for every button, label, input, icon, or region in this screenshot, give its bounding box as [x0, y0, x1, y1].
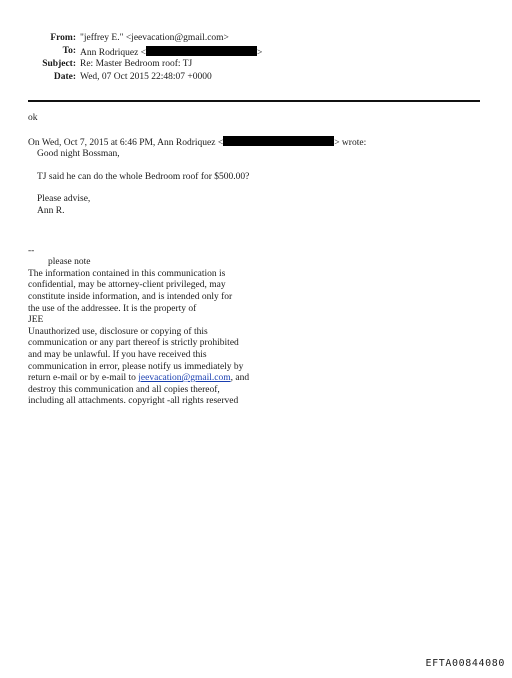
document-id: EFTA00844080: [425, 658, 505, 670]
disclaimer-line: communication or any part thereof is strictly prohibited: [28, 338, 239, 349]
email-body: [28, 113, 498, 408]
redaction-bar: [146, 46, 257, 56]
disclaimer-line: JEE: [28, 315, 44, 326]
quote-intro-prefix: On Wed, Oct 7, 2015 at 6:46 PM, Ann Rodriquez <: [28, 137, 224, 148]
header-divider: [28, 100, 480, 102]
quote-intro-suffix: > wrote:: [334, 137, 367, 148]
to-row: [0, 46, 512, 59]
disclaimer-title: please note: [48, 257, 91, 268]
reply-text: ok: [28, 113, 38, 123]
from-label: From:: [50, 33, 76, 43]
link-suffix: , and: [230, 373, 250, 384]
redaction-bar: [223, 136, 334, 146]
subject-value: Re: Master Bedroom roof: TJ: [80, 59, 193, 69]
disclaimer-line: The information contained in this communication is: [28, 268, 226, 279]
quote-signature: Ann R.: [37, 205, 65, 216]
disclaimer-line: communication in error, please notify us immediately by: [28, 361, 244, 372]
quote-closing: Please advise,: [37, 194, 91, 205]
disclaimer-line: the use of the addressee. It is the property of: [28, 303, 197, 314]
link-prefix: return e-mail or by e-mail to: [28, 373, 139, 384]
to-value-prefix: Ann Rodriquez <: [80, 48, 147, 58]
quote-greeting: Good night Bossman,: [37, 149, 120, 160]
date-row: [0, 72, 512, 85]
disclaimer-line: confidential, may be attorney-client privileged, may: [28, 280, 226, 291]
from-row: [0, 33, 512, 46]
subject-label: Subject:: [42, 59, 76, 69]
disclaimer-line: destroy this communication and all copies thereof,: [28, 384, 220, 395]
disclaimer-line: Unauthorized use, disclosure or copying of this: [28, 326, 208, 337]
date-value: Wed, 07 Oct 2015 22:48:07 +0000: [80, 72, 212, 82]
disclaimer-line: constitute inside information, and is intended only for: [28, 291, 233, 302]
disclaimer-text: [28, 269, 498, 408]
date-label: Date:: [53, 72, 76, 82]
subject-row: [0, 59, 512, 72]
disclaimer-line-with-link: [28, 373, 498, 385]
quote-message: TJ said he can do the whole Bedroom roof for $500.00?: [37, 171, 250, 182]
from-value: "jeffrey E." <jeevacation@gmail.com>: [80, 33, 229, 43]
disclaimer-line: including all attachments. copyright -all rights reserved: [28, 396, 239, 407]
to-value: [80, 46, 262, 60]
signature-separator: --: [28, 245, 35, 256]
to-label: To:: [62, 46, 76, 56]
email-link[interactable]: jeevacation@gmail.com: [138, 373, 231, 384]
email-header: [0, 33, 512, 85]
to-value-suffix: >: [257, 48, 263, 58]
quote-intro: [28, 136, 498, 150]
disclaimer-line: and may be unlawful. If you have received this: [28, 349, 207, 360]
